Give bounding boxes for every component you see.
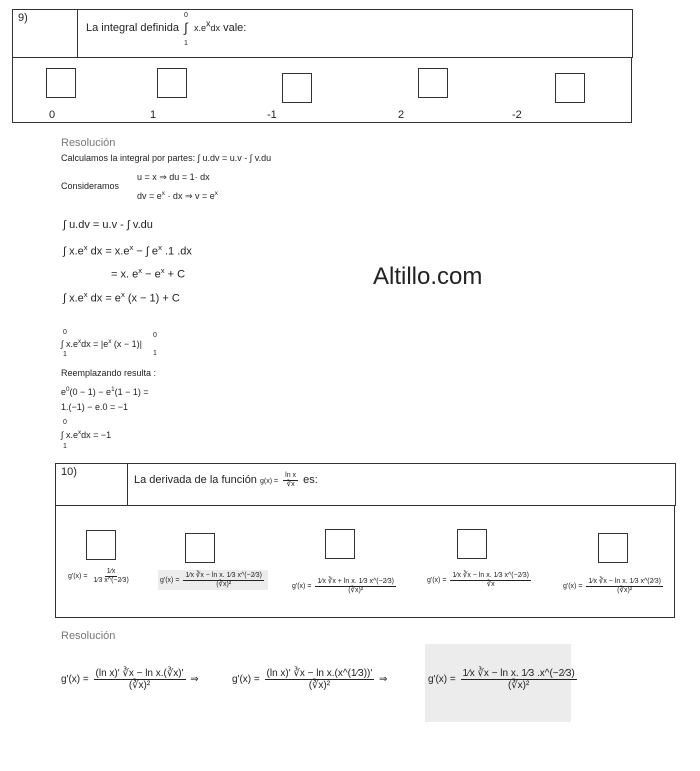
res9-eval-bottom: 1 <box>63 351 67 358</box>
implies-arrow: ⇒ <box>190 674 199 686</box>
q10-option-formula-2: g'(x) = $\frac{\text{1⁄x ∛x − ln x. 1⁄3 x\textasciicircum{}(−2⁄3)}}{\text{(∛x)²}}$ <box>158 570 268 590</box>
q9-option-checkbox-3[interactable] <box>282 73 312 103</box>
q10-option-checkbox-2[interactable] <box>185 533 215 563</box>
integral-sign: ∫ <box>184 20 188 35</box>
q10-options-left <box>55 505 56 618</box>
q10-number-divider <box>127 463 128 505</box>
res9-step-2: ∫ $x.e^x$ dx = $x.e^x$ − ∫ $e^x$ .1 .dx <box>63 243 192 258</box>
res9-eval-top: 0 <box>63 329 67 336</box>
q10-option-checkbox-1[interactable] <box>86 530 116 560</box>
res9-step-1: ∫ u.dv = u.v - ∫ v.du <box>63 219 153 231</box>
q9-options-right <box>631 57 632 123</box>
q9-option-label: 2 <box>398 109 405 121</box>
res9-final: ∫ $x.e^xdx = -1$ <box>61 429 112 440</box>
q9-option-label: -1 <box>267 109 277 121</box>
q9-option-checkbox-1[interactable] <box>46 68 76 98</box>
res9-heading: Resolución <box>61 137 116 149</box>
res9-line-parts: Calculamos la integral por partes: ∫ u.dv = u.v - ∫ v.du <box>61 153 272 163</box>
res9-eval: ∫ $x.e^xdx = |e^x$ (x − 1)| <box>61 338 143 349</box>
res9-consideramos: Consideramos <box>61 181 120 191</box>
res9-subst-2: 1.(−1) − e.0 = −1 <box>61 402 129 412</box>
res9-dv-def: dv = $e^x$ · dx ⇒ $v = e^x$ <box>137 190 218 201</box>
q10-options-bottom <box>55 617 675 618</box>
q10-number: 10) <box>61 466 77 478</box>
q9-number: 9) <box>18 12 28 24</box>
q10-option-formula-4: g'(x) = $\frac{\text{1⁄x ∛x − ln x. 1⁄3 x\textasciicircum{}(−2⁄3)}}{∛x}$ <box>427 572 530 588</box>
res10-formula-1: g'(x) = $\frac{\text{(ln x)' ∛x − ln x.(∛x)'}}{\text{(∛x)²}}$ ⇒ <box>61 668 199 691</box>
q9-option-label: 1 <box>150 109 157 121</box>
q10-option-formula-5: g'(x) = $\frac{\text{1⁄x ∛x − ln x. 1⁄3 x\textasciicircum{}(2⁄3)}}{\text{(∛x)²}}$ <box>563 578 661 594</box>
res9-eval-upper-limit: 0 <box>153 332 157 339</box>
q9-option-checkbox-5[interactable] <box>555 73 585 103</box>
q9-option-label: 0 <box>49 109 56 121</box>
q9-prompt: La integral definida 0 ∫ 1 $x.e^xdx$ vale: <box>86 12 247 47</box>
res10-formula-2: g'(x) = $\frac{\text{(ln x)' ∛x − ln x.(x\textasciicircum{}(1⁄3))'}}{\text{(∛x)²}}$ ⇒ <box>232 668 388 691</box>
res10-formula-3-content: g'(x) = $\frac{\text{1⁄x ∛x − ln x. 1⁄3 .x\textasciicircum{}(−2⁄3)}}{\text{(∛x)²}}$ <box>428 668 575 691</box>
q9-options-left <box>12 57 13 123</box>
res9-eval-lower-limit: 1 <box>153 350 157 357</box>
res9-subst-1: $e^0(0 - 1) - e^1(1 - 1)$ = <box>61 386 149 397</box>
res9-final-bottom: 1 <box>63 443 67 450</box>
q10-options-right <box>674 505 675 618</box>
watermark: Altillo.com <box>373 263 483 290</box>
q9-number-divider <box>77 9 78 57</box>
res9-step-3: = x. $e^x - e^x + C$ <box>111 266 186 281</box>
q9-option-checkbox-4[interactable] <box>418 68 448 98</box>
q10-option-checkbox-4[interactable] <box>457 529 487 559</box>
res9-final-top: 0 <box>63 419 67 426</box>
q9-options-bottom <box>12 122 632 123</box>
q10-option-checkbox-5[interactable] <box>598 533 628 563</box>
res9-step-4: ∫ $x.e^x$ dx = $e^x$ (x − 1) + C <box>63 290 180 305</box>
implies-arrow: ⇒ <box>379 674 388 686</box>
res9-reemplazando: Reemplazando resulta : <box>61 368 157 378</box>
q9-options-top <box>12 57 632 58</box>
q10-option-formula-3: g'(x) = $\frac{\text{1⁄x ∛x + ln x. 1⁄3 x\textasciicircum{}(−2⁄3)}}{\text{(∛x)²}}$ <box>292 578 395 594</box>
q9-option-checkbox-2[interactable] <box>157 68 187 98</box>
q10-option-formula-1: g'(x) = $\frac{1⁄x}{1⁄3 x\^{}(-2⁄3)}$ <box>68 568 129 584</box>
res9-u-def: u = x ⇒ du = 1· dx <box>137 172 210 182</box>
q10-prompt: La derivada de la función g(x) = $\frac{\text{ln x}}{∛x}$ es: <box>134 472 318 488</box>
res10-heading: Resolución <box>61 630 116 642</box>
q10-option-checkbox-3[interactable] <box>325 529 355 559</box>
q9-option-label: -2 <box>512 109 522 121</box>
